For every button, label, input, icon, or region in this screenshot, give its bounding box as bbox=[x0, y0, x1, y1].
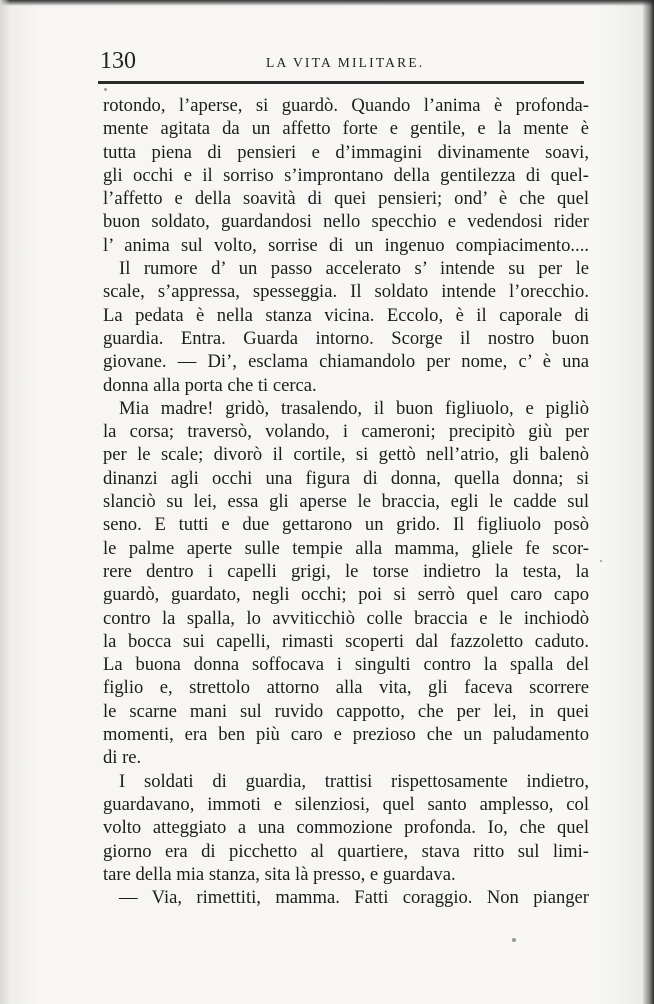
page-right-edge-shadow bbox=[642, 0, 654, 1004]
text-line: tare della mia stanza, sita là presso, e guardava. bbox=[103, 863, 456, 885]
text-line: di re. bbox=[103, 747, 142, 769]
text-line: gli occhi e il sorriso s’improntano della gentilezza di quel- bbox=[103, 164, 589, 186]
page-top-edge-shadow bbox=[0, 0, 654, 6]
text-line: seno. E tutti e due gettarono un grido. Il figliuolo posò bbox=[103, 514, 589, 536]
text-line: dinanzi agli occhi una figura di donna, quella donna; si bbox=[103, 467, 589, 489]
text-line: figlio e, strettolo attorno alla vita, gli faceva scorrere bbox=[103, 677, 589, 699]
paper-speck bbox=[600, 560, 602, 562]
text-line: Mia madre! gridò, trasalendo, il buon figliuolo, e pigliò bbox=[119, 397, 589, 419]
paper-speck bbox=[104, 88, 107, 91]
text-line: tutta piena di pensieri e d’immagini divinamente soavi, bbox=[103, 141, 589, 163]
text-line: La buona donna soffocava i singulti contro la spalla del bbox=[103, 654, 589, 676]
text-line: la corsa; traversò, volando, i cameroni; precipitò giù per bbox=[103, 421, 589, 443]
text-line: la bocca sui capelli, rimasti scoperti dal fazzoletto caduto. bbox=[103, 630, 589, 652]
text-line: l’ anima sul volto, sorrise di un ingenuo compiacimento.... bbox=[103, 234, 589, 256]
text-line: I soldati di guardia, trattisi rispettosamente indietro, bbox=[119, 770, 589, 792]
text-line: buon soldato, guardandosi nello specchio e vedendosi rider bbox=[103, 211, 589, 233]
text-line: donna alla porta che ti cerca. bbox=[103, 374, 317, 396]
text-line: mente agitata da un affetto forte e gentile, e la mente è bbox=[103, 118, 589, 140]
text-line: volto atteggiato a una commozione profonda. Io, che quel bbox=[103, 817, 589, 839]
running-title: LA VITA MILITARE. bbox=[266, 55, 425, 70]
text-line: guardò, guardato, negli occhi; poi si serrò quel caro capo bbox=[103, 584, 589, 606]
text-line: le scarne mani sul ruvido cappotto, che per lei, in quei bbox=[103, 700, 589, 722]
paper-speck bbox=[512, 938, 516, 942]
page-number: 130 bbox=[100, 48, 136, 74]
text-line: l’affetto e della soavità di quei pensieri; ond’ è che quel bbox=[103, 188, 589, 210]
body-text bbox=[103, 94, 589, 909]
text-line: — Via, rimettiti, mamma. Fatti coraggio. Non pianger bbox=[119, 887, 589, 909]
text-line: Il rumore d’ un passo accelerato s’ intende su per le bbox=[119, 258, 589, 280]
page-left-edge bbox=[0, 0, 10, 1004]
text-line: contro la spalla, lo avviticchiò colle braccia e le inchiodò bbox=[103, 607, 589, 629]
text-line: scale, s’appressa, spesseggia. Il soldato intende l’orecchio. bbox=[103, 281, 589, 303]
text-line: momenti, era ben più caro e prezioso che un paludamento bbox=[103, 724, 589, 746]
text-line: giorno era di picchetto al quartiere, stava ritto sul limi- bbox=[103, 840, 589, 862]
text-line: rere dentro i capelli grigi, le torse indietro la testa, la bbox=[103, 560, 589, 582]
text-line: per le scale; divorò il cortile, si gettò nell’atrio, gli balenò bbox=[103, 444, 589, 466]
text-line: rotondo, l’aperse, si guardò. Quando l’anima è profonda- bbox=[103, 95, 589, 116]
header-rule bbox=[98, 81, 584, 84]
text-line: le palme aperte sulle tempie alla mamma, gliele fe scor- bbox=[103, 537, 589, 559]
text-line: slanciò su lei, essa gli aperse le braccia, egli le cadde sul bbox=[103, 491, 589, 513]
text-line: La pedata è nella stanza vicina. Eccolo, è il caporale di bbox=[103, 304, 589, 326]
text-line: giovane. — Di’, esclama chiamandolo per nome, c’ è una bbox=[103, 351, 589, 373]
page-header bbox=[98, 46, 584, 80]
text-line: guardia. Entra. Guarda intorno. Scorge il nostro buon bbox=[103, 327, 589, 349]
text-line: guardavano, immoti e silenziosi, quel santo amplesso, col bbox=[103, 793, 589, 815]
